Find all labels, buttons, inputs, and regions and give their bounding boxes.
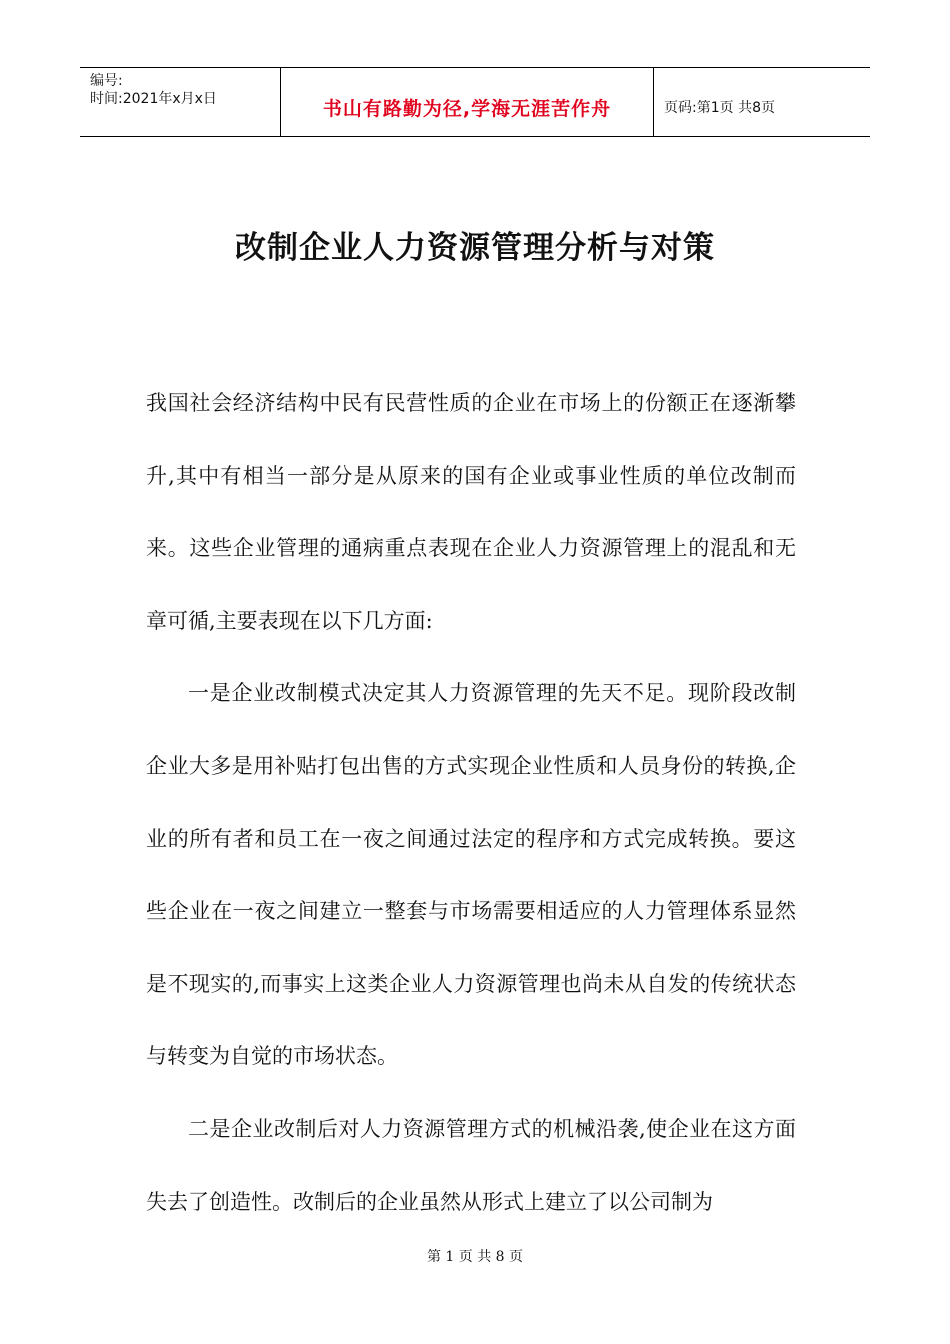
header-motto-cell <box>280 68 654 136</box>
document-title: 改制企业人力资源管理分析与对策 <box>235 230 715 266</box>
paragraph-intro: 我国社会经济结构中民有民营性质的企业在市场上的份额正在逐渐攀升,其中有相当一部分是从原来的国有企业或事业性质的单位改制而来。这些企业管理的通病重点表现在企业人力资源管理上的混乱和无章可循,主要表现在以下几方面: <box>146 391 796 633</box>
page-footer: 第 1 页 共 8 页 <box>426 1249 524 1265</box>
motto-text: 书山有路勤为径,学海无涯苦作舟 <box>322 97 612 120</box>
date-label: 时间:2021年x月x日 <box>90 91 217 107</box>
header-meta-cell <box>80 68 280 136</box>
header-page-label: 页码:第1页 共8页 <box>664 100 775 116</box>
document-body <box>146 367 796 1238</box>
paragraph-point-one: 一是企业改制模式决定其人力资源管理的先天不足。现阶段改制企业大多是用补贴打包出售的方式实现企业性质和人员身份的转换,企业的所有者和员工在一夜之间通过法定的程序和方式完成转换。要这些企业在一夜之间建立一整套与市场需要相适应的人力管理体系显然是不现实的,而事实上这类企业人力资源管理也尚未从自发的传统状态与转变为自觉的市场状态。 <box>146 681 796 1069</box>
code-label: 编号: <box>90 73 123 89</box>
paragraph-point-two: 二是企业改制后对人力资源管理方式的机械沿袭,使企业在这方面失去了创造性。改制后的企业虽然从形式上建立了以公司制为 <box>146 1116 796 1214</box>
header-page-cell <box>654 68 870 136</box>
document-header <box>80 67 870 137</box>
